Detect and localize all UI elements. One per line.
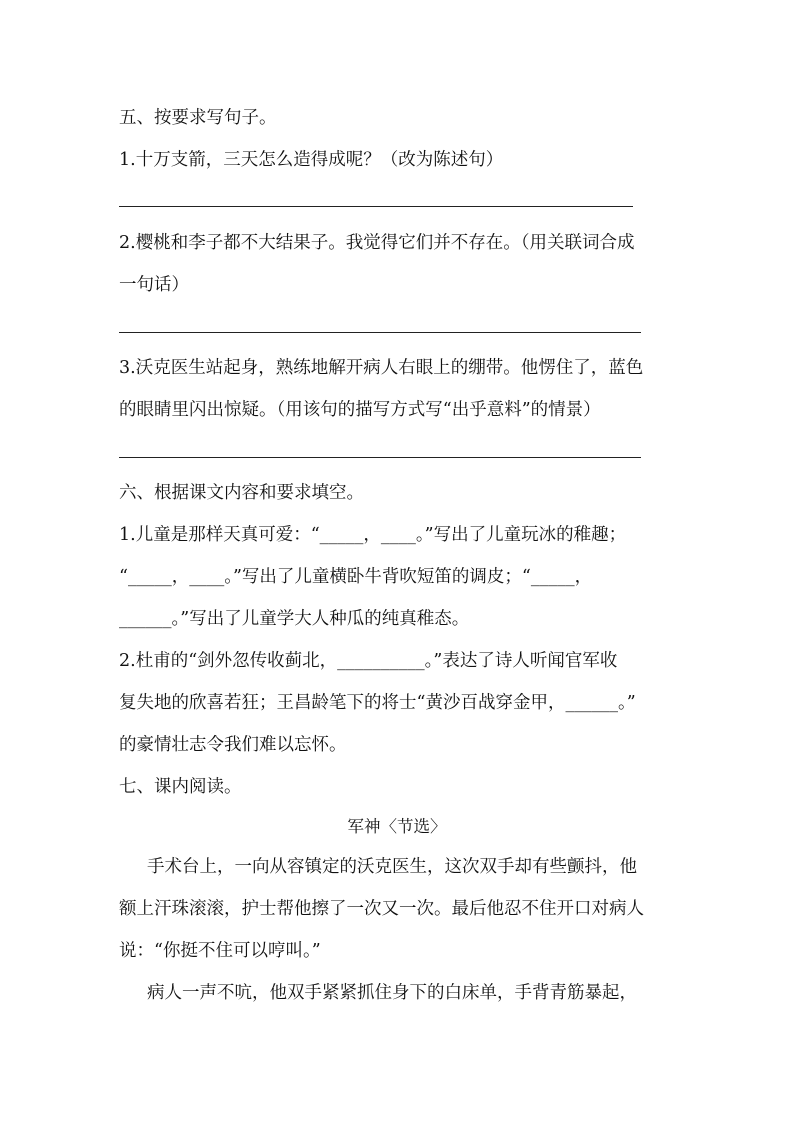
- passage-title: 军神〈节选〉: [347, 817, 447, 836]
- section6-question-2-line-3: 的豪情壮志令我们难以忘怀。: [119, 735, 347, 755]
- section5-heading: 五、按要求写句子。: [119, 108, 277, 128]
- answer-line-3[interactable]: [119, 457, 641, 458]
- answer-line-2[interactable]: [119, 332, 641, 333]
- answer-line-1[interactable]: [119, 206, 633, 207]
- section6-question-1-line-2: “_____，____。”写出了儿童横卧牛背吹短笛的调皮；“_____，: [119, 567, 593, 587]
- section6-heading: 六、根据课文内容和要求填空。: [119, 483, 364, 503]
- passage-paragraph-2-line-1: 病人一声不吭，他双手紧紧抓住身下的白床单，手背青筋暴起，: [147, 983, 637, 1003]
- section6-question-1-line-3: ______。”写出了儿童学大人种瓜的纯真稚态。: [119, 609, 470, 629]
- passage-paragraph-1-line-1: 手术台上，一向从容镇定的沃克医生，这次双手却有些颤抖，他: [147, 857, 637, 877]
- section5-question-1: 1.十万支箭，三天怎么造得成呢？（改为陈述句）: [119, 150, 504, 170]
- passage-paragraph-1-line-3: 说：“你挺不住可以哼叫。”: [119, 941, 321, 961]
- section6-question-2-line-1: 2.杜甫的“剑外忽传收蓟北，__________。”表达了诗人听闻官军收: [119, 651, 618, 671]
- section5-question-2-line-1: 2.樱桃和李子都不大结果子。我觉得它们并不存在。（用关联词合成: [119, 233, 635, 253]
- section5-question-2-line-2: 一句话）: [119, 275, 189, 295]
- section6-question-1-line-1: 1.儿童是那样天真可爱：“_____，____。”写出了儿童玩冰的稚趣；: [119, 525, 627, 545]
- section5-question-3-line-1: 3.沃克医生站起身，熟练地解开病人右眼上的绷带。他愣住了，蓝色: [119, 358, 644, 378]
- section6-question-2-line-2: 复失地的欣喜若狂；王昌龄笔下的将士“黄沙百战穿金甲，______。”: [119, 693, 636, 713]
- passage-paragraph-1-line-2: 额上汗珠滚滚，护士帮他擦了一次又一次。最后他忍不住开口对病人: [119, 899, 644, 919]
- section5-question-3-line-2: 的眼睛里闪出惊疑。（用该句的描写方式写“出乎意料”的情景）: [119, 400, 601, 420]
- section7-heading: 七、课内阅读。: [119, 777, 242, 797]
